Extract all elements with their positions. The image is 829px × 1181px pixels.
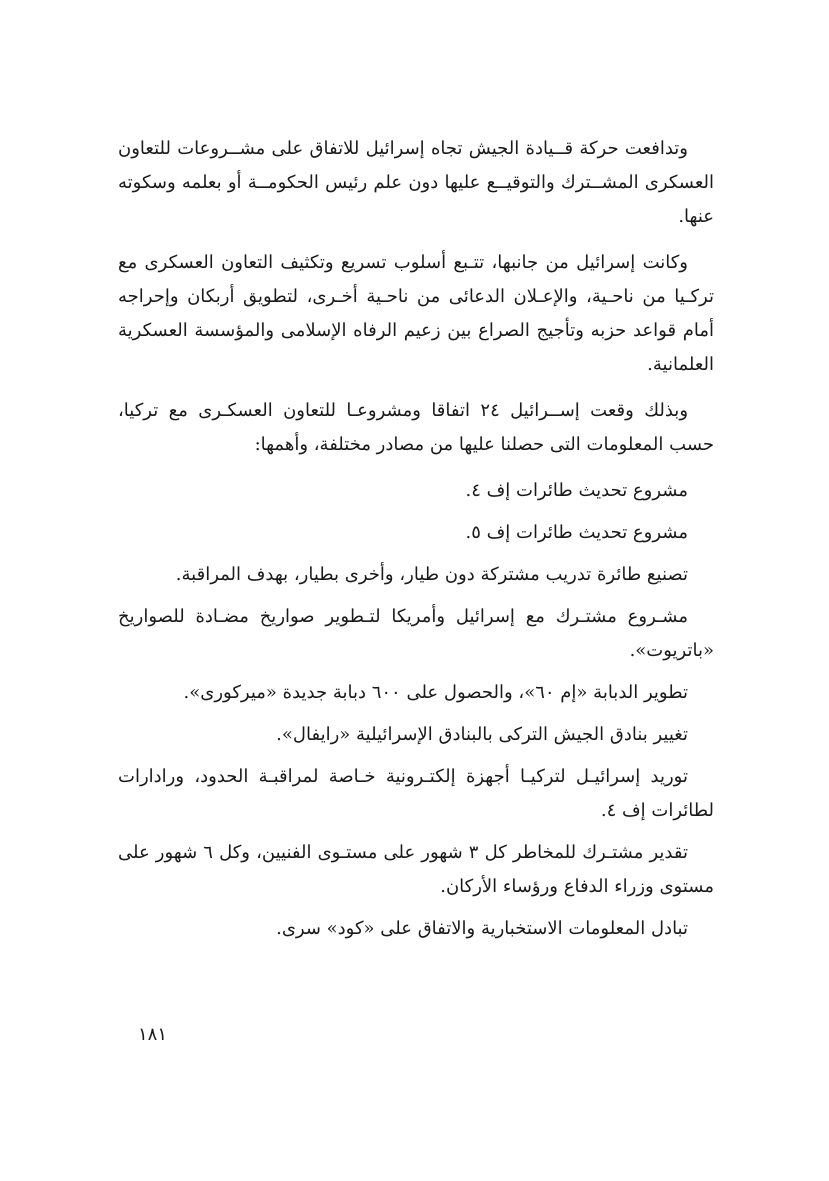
- paragraph-2: وكانت إسرائيل من جانبها، تتـبع أسلوب تسريع وتكثيف التعاون العسكرى مع تركـيا من ناحـية، والإعـلان الدعائى من ناحـية أخـرى، لتطويق أربكان وإحراجه أمام قواعد حزبه وتأجيج الصراع بين زعيم الرفاه الإسلامى والمؤسسة العسكرية العلمانية.: [118, 252, 714, 375]
- list-item: تبادل المعلومات الاستخبارية والاتفاق على «كود» سرى.: [276, 918, 688, 939]
- page-number: ١٨١: [138, 1024, 168, 1045]
- list-item: مشروع تحديث طائرات إف ٥.: [465, 522, 688, 543]
- list-item: تصنيع طائرة تدريب مشتركة دون طيار، وأخرى بطيار، بهدف المراقبة.: [175, 564, 688, 585]
- list-item: تطوير الدبابة «إم ٦٠»، والحصول على ٦٠٠ دبابة جديدة «ميركورى».: [183, 682, 688, 703]
- list-item: تقدير مشتـرك للمخاطر كل ٣ شهور على مستـوى الفنيين، وكل ٦ شهور على مستوى وزراء الدفاع ورؤساء الأركان.: [118, 842, 714, 897]
- paragraph-3: وبذلك وقعت إســرائيل ٢٤ اتفاقا ومشروعـا للتعاون العسكـرى مع تركيا، حسب المعلومات التى حصلنا عليها من مصادر مختلفة، وأهمها:: [118, 400, 714, 455]
- list-item: توريد إسرائيـل لتركيـا أجهزة إلكتـرونية خـاصة لمراقبـة الحدود، ورادارات لطائرات إف ٤.: [118, 766, 714, 821]
- list-item: مشـروع مشتـرك مع إسرائيل وأمريكا لتـطوير صواريخ مضـادة للصواريخ «باتريوت».: [118, 606, 714, 661]
- list-item: مشروع تحديث طائرات إف ٤.: [465, 480, 688, 501]
- paragraph-1: وتدافعت حركة قــيادة الجيش تجاه إسرائيل للاتفاق على مشــروعات للتعاون العسكرى المشــترك والتوقيــع عليها دون علم رئيس الحكومــة أو بعلمه وسكوته عنها.: [118, 138, 714, 227]
- list-item: تغيير بنادق الجيش التركى بالبنادق الإسرائيلية «رايفال».: [276, 724, 688, 745]
- page-body: [118, 132, 714, 954]
